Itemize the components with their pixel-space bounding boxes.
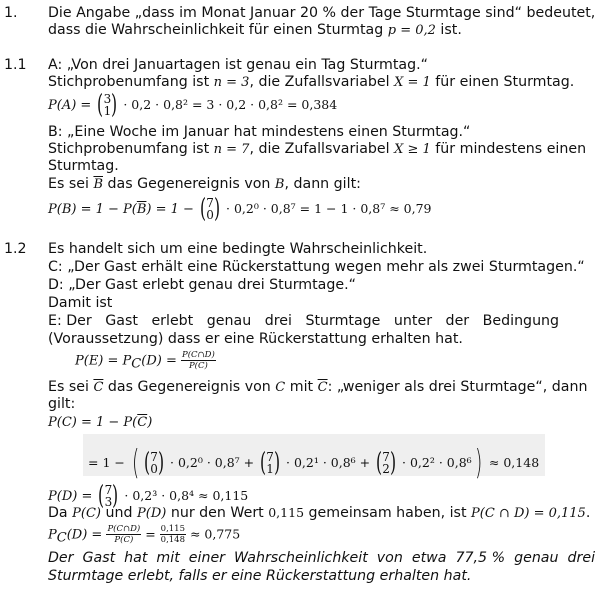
pe-formula: $P(E) = P_C(D)$ = $\frac{P(C\cap D)}{P(C)}$ bbox=[75, 350, 215, 372]
event-c-label: C: „Der Gast erhält eine Rückerstattung wegen mehr als zwei Sturmtagen.“ bbox=[48, 259, 585, 275]
event-a-label: A: „Von drei Januartagen ist genau ein Tag Sturmtag.“ bbox=[48, 57, 428, 73]
c-complement-line-1: Es sei $\overline{C}$ das Gegenereignis von C mit $\overline{C}$: „weniger als drei Sturmtage“, dann bbox=[48, 379, 588, 395]
section-1-line-1: Die Angabe „dass im Monat Januar 20 % der Tage Sturmtage sind“ bedeutet, bbox=[48, 5, 596, 21]
binomial-coefficient: (7 1) bbox=[260, 448, 281, 478]
event-d-label: D: „Der Gast erlebt genau drei Sturmtage.“ bbox=[48, 277, 356, 293]
binomial-coefficient: (3 1) bbox=[97, 90, 118, 120]
binomial-coefficient: (7 3) bbox=[98, 481, 119, 511]
event-b-formula: $P(B) = 1 - P(\overline{B}) = 1 - (7$ 0) · 0,2⁰ · 0,8⁷ = 1 − 1 · 0,8⁷ ≈ 0,79 bbox=[48, 194, 432, 224]
binomial-coefficient: (7 0) bbox=[200, 194, 221, 224]
section-1-line-2: dass die Wahrscheinlichkeit für einen Sturmtag p = 0,2 ist. bbox=[48, 22, 462, 38]
c-complement-line-2: gilt: bbox=[48, 396, 76, 412]
event-b-sample-cont: Sturmtag. bbox=[48, 158, 119, 174]
event-e-line-2: (Voraussetzung) dass er eine Rückerstattung erhalten hat. bbox=[48, 331, 463, 347]
pc-formula-line-1: $P(C) = 1 - P(\overline{C})$ bbox=[48, 415, 153, 430]
section-number-1-1: 1.1 bbox=[4, 57, 27, 73]
common-value-text: Da P(C) und P(D) nur den Wert 0,115 gemeinsam haben, ist P(C ∩ D) = 0,115. bbox=[48, 505, 591, 521]
final-formula: $P_C(D)$ = $\frac{P(C\cap D)}{P(C)}$ = $\frac{0,115}{0,148}$ ≈ 0,775 bbox=[48, 524, 241, 546]
section-number-1-2: 1.2 bbox=[4, 241, 27, 257]
conclusion-line-2: Sturmtage erlebt, falls er eine Rückerstattung erhalten hat. bbox=[48, 568, 472, 584]
damit-text: Damit ist bbox=[48, 295, 113, 311]
binomial-coefficient: (7 2) bbox=[376, 448, 397, 478]
pc-formula-line-2: = 1 − ( (7 0) · 0,2⁰ · 0,8⁷ + (7 1) · 0,2¹ · 0,8⁶ + (7 2) · 0,2² · 0,8⁶) ≈ 0,148 bbox=[88, 443, 540, 483]
event-e-line-1: E: Der Gast erlebt genau drei Sturmtage unter der Bedingung bbox=[48, 313, 560, 329]
conclusion-line-1: Der Gast hat mit einer Wahrscheinlichkeit von etwa 77,5 % genau drei bbox=[48, 550, 596, 566]
event-a-formula: P(A) = (3 1) · 0,2 · 0,8² = 3 · 0,2 · 0,8² = 0,384 bbox=[48, 90, 338, 120]
binomial-coefficient: (7 0) bbox=[144, 448, 165, 478]
event-b-sample: Stichprobenumfang ist n = 7, die Zufallsvariabel X ≥ 1 für mindestens einen bbox=[48, 141, 587, 157]
event-a-sample: Stichprobenumfang ist n = 3, die Zufallsvariabel X = 1 für einen Sturmtag. bbox=[48, 74, 575, 90]
event-b-label: B: „Eine Woche im Januar hat mindestens einen Sturmtag.“ bbox=[48, 124, 471, 140]
fraction: $\frac{0,115}{0,148}$ bbox=[160, 524, 185, 545]
fraction: $\frac{P(C\cap D)}{P(C)}$ bbox=[181, 350, 215, 371]
pd-formula: P(D) = (7 3) · 0,2³ · 0,8⁴ ≈ 0,115 bbox=[48, 481, 249, 511]
fraction: $\frac{P(C\cap D)}{P(C)}$ bbox=[107, 524, 141, 545]
section-1-2-intro: Es handelt sich um eine bedingte Wahrscheinlichkeit. bbox=[48, 241, 428, 257]
section-number-1: 1. bbox=[4, 5, 18, 21]
event-b-complement: Es sei $\overline{B}$ das Gegenereignis von B, dann gilt: bbox=[48, 176, 361, 192]
